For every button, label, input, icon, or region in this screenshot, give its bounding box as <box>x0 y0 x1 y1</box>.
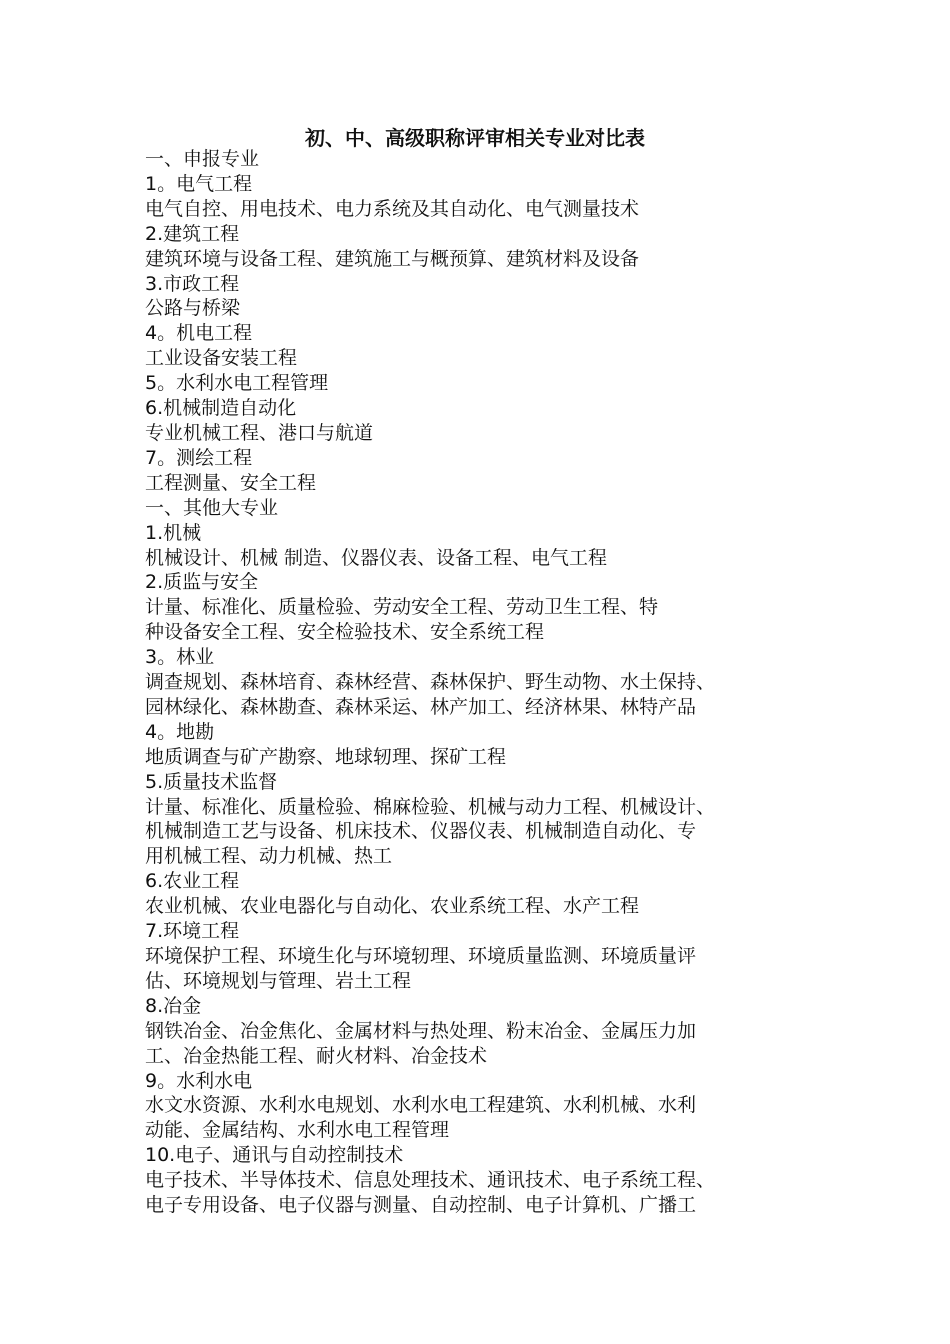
text-line: 工业设备安装工程 <box>145 347 298 370</box>
text-line: 机械制造工艺与设备、机床技术、仪器仪表、机械制造自动化、专 <box>145 820 697 843</box>
text-line: 环境保护工程、环境生化与环境轫理、环境质量监测、环境质量评 <box>145 945 697 967</box>
text-line: 电子专用设备、电子仪器与测量、自动控制、电子计算机、广播工 <box>145 1194 697 1217</box>
text-line: 园林绿化、森林勘查、森林采运、林产加工、经济林果、林特产品 <box>145 695 697 718</box>
text-line: 建筑环境与设备工程、建筑施工与概预算、建筑材料及设备 <box>145 247 640 270</box>
text-line: 计量、标准化、质量检验、棉麻检验、机械与动力工程、机械设计、 <box>145 795 716 818</box>
text-line: 钢铁冶金、冶金焦化、金属材料与热处理、粉末冶金、金属压力加 <box>145 1019 697 1042</box>
text-line: 2.质监与安全 <box>145 571 259 594</box>
text-line: 2.建筑工程 <box>145 222 240 245</box>
text-line: 6.农业工程 <box>145 870 240 893</box>
text-line: 电气自控、用电技术、电力系统及其自动化、电气测量技术 <box>145 197 640 220</box>
text-line: 4。地勘 <box>145 720 215 743</box>
text-line: 估、环境规划与管理、岩土工程 <box>145 969 412 992</box>
text-line: 专业机械工程、港口与航道 <box>145 421 374 444</box>
text-line: 1。电气工程 <box>145 172 253 195</box>
text-line: 电子技术、半导体技术、信息处理技术、通讯技术、电子系统工程、 <box>145 1169 716 1192</box>
text-line: 5。水利水电工程管理 <box>145 372 329 395</box>
text-line: 7.环境工程 <box>145 920 240 943</box>
text-line: 8.冶金 <box>145 994 202 1017</box>
text-line: 3.市政工程 <box>145 272 240 295</box>
text-line: 用机械工程、动力机械、热工 <box>145 845 393 868</box>
text-line: 10.电子、通讯与自动控制技术 <box>145 1144 404 1167</box>
text-line: 工、冶金热能工程、耐火材料、冶金技术 <box>145 1044 488 1067</box>
text-line: 公路与桥梁 <box>145 297 241 320</box>
text-line: 工程测量、安全工程 <box>145 471 317 494</box>
document-title: 初、中、高级职称评审相关专业对比表 <box>305 126 645 150</box>
text-line: 9。水利水电 <box>145 1069 253 1092</box>
text-line: 7。测绘工程 <box>145 446 253 469</box>
text-line: 6.机械制造自动化 <box>145 397 297 420</box>
document-body <box>145 147 835 1218</box>
text-line: 机械设计、机械 制造、仪器仪表、设备工程、电气工程 <box>145 546 608 569</box>
text-line: 调查规划、森林培育、森林经营、森林保护、野生动物、水土保持、 <box>145 671 716 694</box>
text-line: 5.质量技术监督 <box>145 770 278 793</box>
text-line: 水文水资源、水利水电规划、水利水电工程建筑、水利机械、水利 <box>145 1094 697 1117</box>
text-line: 一、其他大专业 <box>145 496 279 519</box>
text-line: 1.机械 <box>145 521 202 544</box>
text-line: 地质调查与矿产勘察、地球轫理、探矿工程 <box>145 745 507 768</box>
text-line: 农业机械、农业电器化与自动化、农业系统工程、水产工程 <box>145 895 640 918</box>
text-line: 3。林业 <box>145 646 215 669</box>
text-line: 一、申报专业 <box>145 148 260 170</box>
text-line: 动能、金属结构、水利水电工程管理 <box>145 1119 450 1142</box>
text-line: 4。机电工程 <box>145 322 253 345</box>
text-line: 计量、标准化、质量检验、劳动安全工程、劳动卫生工程、特 <box>145 596 659 619</box>
text-line: 种设备安全工程、安全检验技术、安全系统工程 <box>145 621 545 644</box>
